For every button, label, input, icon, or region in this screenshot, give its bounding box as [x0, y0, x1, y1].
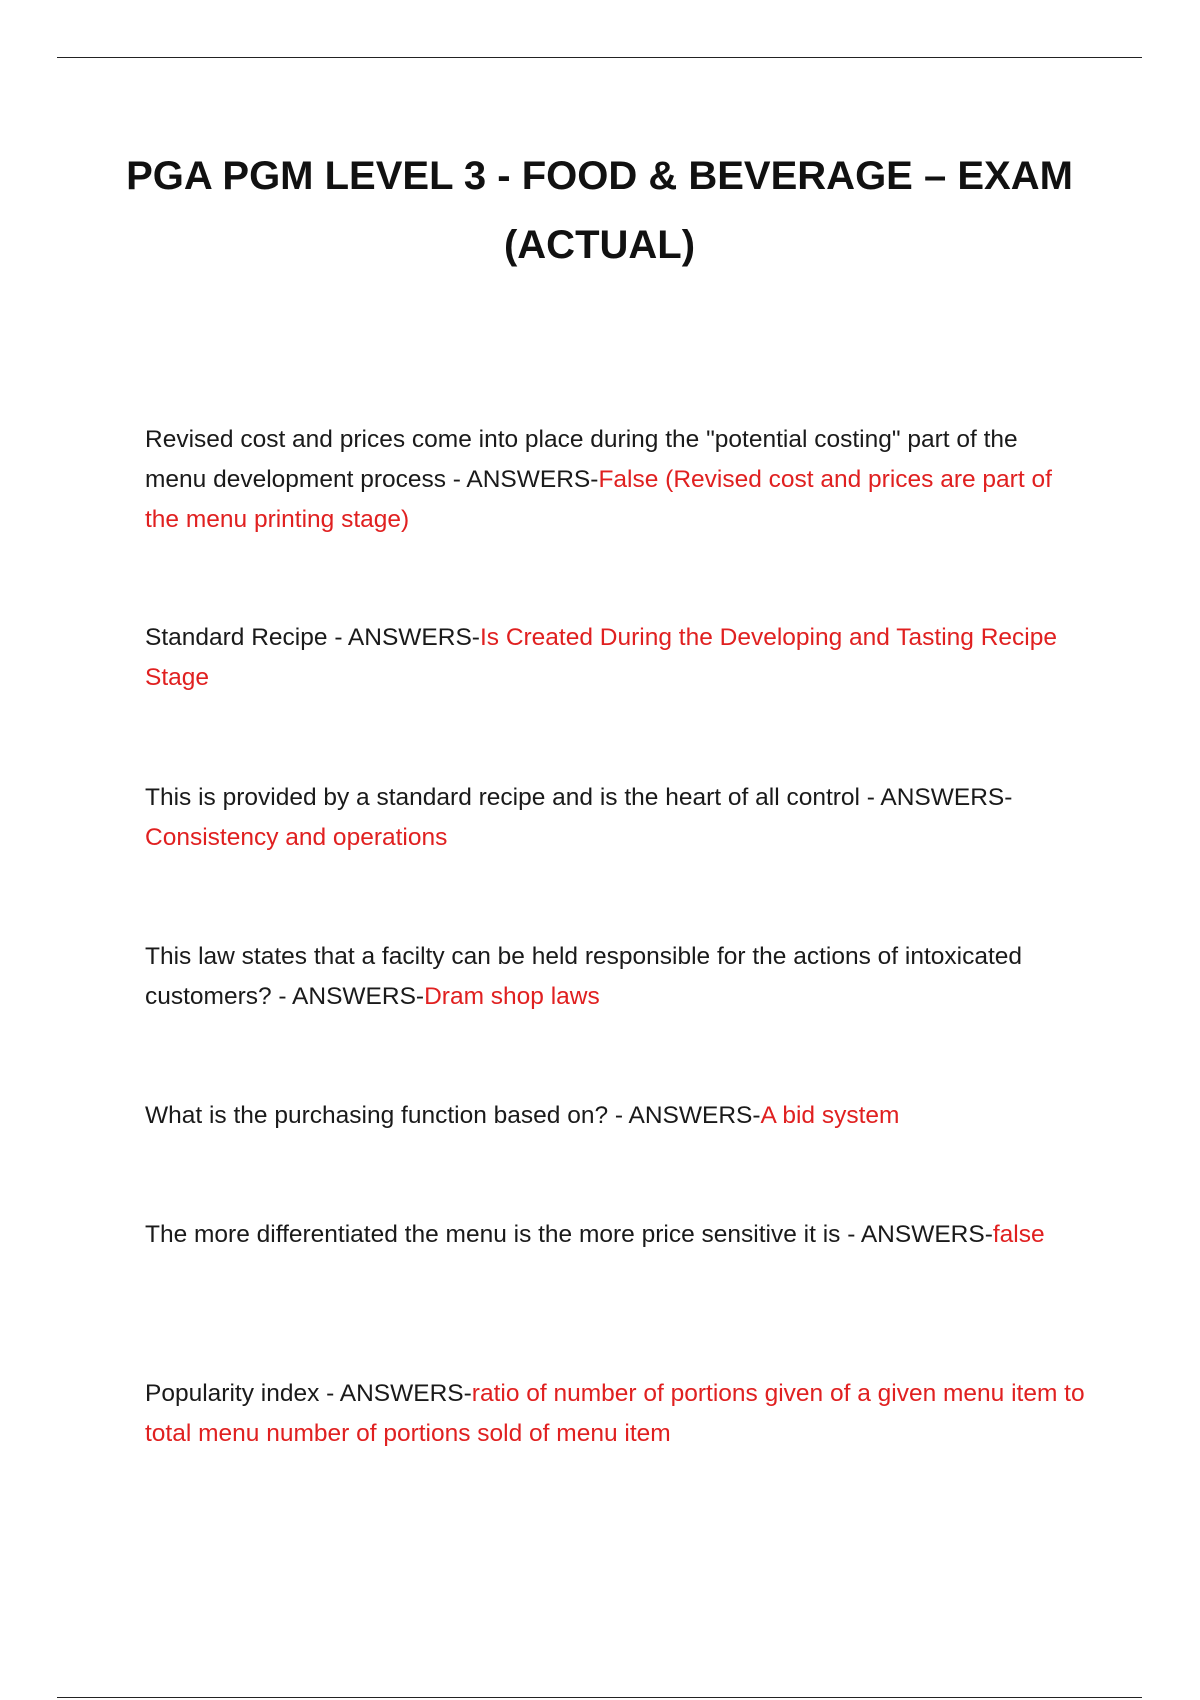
question-text: What is the purchasing function based on? - ANSWERS-	[145, 1102, 761, 1129]
answer-text: ratio of number of portions given of a given menu item to total menu number of portions sold of menu item	[145, 1380, 1085, 1447]
qa-item	[145, 618, 1085, 698]
answer-text: Consistency and operations	[145, 824, 448, 851]
document-title: PGA PGM LEVEL 3 - FOOD & BEVERAGE – EXAM (ACTUAL)	[126, 154, 1073, 267]
question-text: Revised cost and prices come into place during the "potential costing" part of the menu development process - ANSWERS-	[145, 426, 1018, 493]
question-text: Popularity index - ANSWERS-	[145, 1380, 472, 1407]
question-text: This law states that a facilty can be held responsible for the actions of intoxicated customers? - ANSWERS-	[145, 943, 1023, 1010]
qa-item	[145, 420, 1085, 540]
qa-item	[145, 1215, 1085, 1255]
answer-text: Dram shop laws	[424, 983, 600, 1010]
footer-rule	[57, 1697, 1142, 1698]
answer-text: Is Created During the Developing and Tasting Recipe Stage	[145, 624, 1057, 691]
qa-item	[145, 937, 1085, 1017]
question-text: This is provided by a standard recipe and is the heart of all control - ANSWERS-	[145, 784, 1013, 811]
header-rule	[57, 57, 1142, 58]
answer-text: False (Revised cost and prices are part of the menu printing stage)	[145, 466, 1052, 533]
answer-text: false	[992, 1221, 1045, 1248]
answer-text: A bid system	[760, 1102, 900, 1129]
qa-item	[145, 1096, 1085, 1136]
question-text: The more differentiated the menu is the more price sensitive it is - ANSWERS-	[145, 1221, 993, 1248]
question-text: Standard Recipe - ANSWERS-	[145, 624, 480, 651]
qa-item	[145, 778, 1085, 858]
qa-item	[145, 1374, 1085, 1454]
